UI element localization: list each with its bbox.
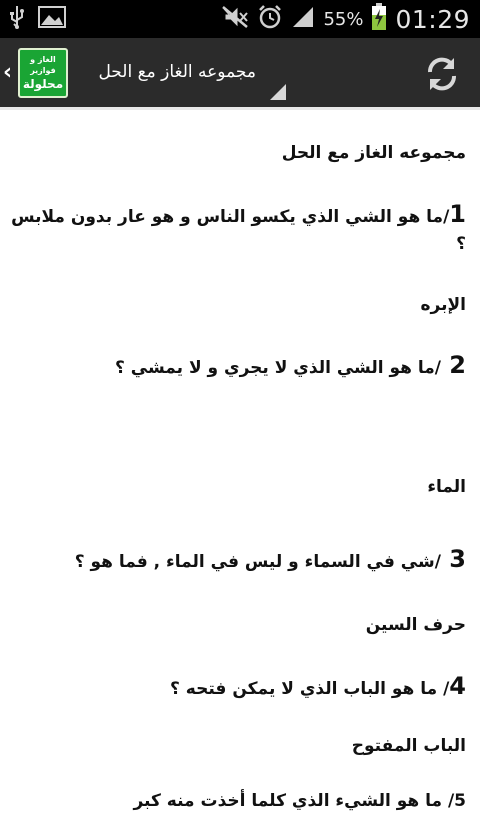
content-heading: مجموعه الغاز مع الحل	[281, 143, 466, 163]
refresh-button[interactable]	[422, 54, 462, 94]
battery-charging-icon	[371, 3, 387, 35]
spinner-arrow-icon	[270, 84, 286, 100]
action-bar	[0, 38, 480, 110]
app-logo[interactable]	[18, 48, 68, 98]
usb-icon	[8, 5, 26, 33]
riddle-question-4	[10, 672, 466, 703]
riddle-question-1-end: ؟	[456, 234, 466, 254]
riddle-number-1: 1	[449, 200, 466, 228]
riddle-question-4-text: / ما هو الباب الذي لا يمكن فتحه ؟	[170, 679, 450, 699]
action-bar-title: مجموعه الغاز مع الحل	[98, 62, 256, 82]
status-right-icons	[221, 4, 470, 34]
image-icon	[38, 6, 66, 32]
riddle-question-1-text: /ما هو الشي الذي يكسو الناس و هو عار بدون ملابس	[11, 207, 450, 227]
riddle-answer-4: الباب المفتوح	[351, 736, 466, 756]
riddle-question-2	[10, 351, 466, 382]
alarm-icon	[257, 4, 283, 34]
riddle-answer-2: الماء	[427, 477, 466, 497]
battery-percent: 55%	[323, 8, 364, 30]
back-chevron-icon[interactable]: ‹	[3, 60, 13, 85]
title-spinner[interactable]	[86, 52, 290, 102]
riddle-question-5-partial: 5/ ما هو الشيء الذي كلما أخذت منه كبر	[133, 791, 466, 811]
refresh-icon	[422, 54, 462, 94]
mute-icon	[221, 5, 249, 33]
riddles-content[interactable]	[0, 113, 480, 811]
riddle-number-4: 4	[449, 672, 466, 700]
riddle-answer-3: حرف السين	[365, 615, 466, 635]
logo-line2: محلولة	[22, 77, 64, 91]
clock: 01:29	[395, 4, 470, 34]
riddle-answer-1: الإبره	[420, 295, 466, 315]
status-bar	[0, 0, 480, 38]
riddle-number-2: 2	[440, 351, 466, 379]
riddle-number-3: 3	[440, 545, 466, 573]
signal-icon	[291, 5, 315, 33]
riddle-question-2-text: /ما هو الشي الذي لا يجري و لا يمشي ؟	[114, 358, 441, 378]
status-left-icons	[8, 6, 66, 32]
riddle-question-3	[10, 545, 466, 576]
riddle-question-1	[10, 200, 466, 231]
riddle-question-3-text: /شي في السماء و ليس في الماء , فما هو ؟	[74, 552, 441, 572]
logo-line1: الغاز و فوازير	[30, 55, 56, 75]
